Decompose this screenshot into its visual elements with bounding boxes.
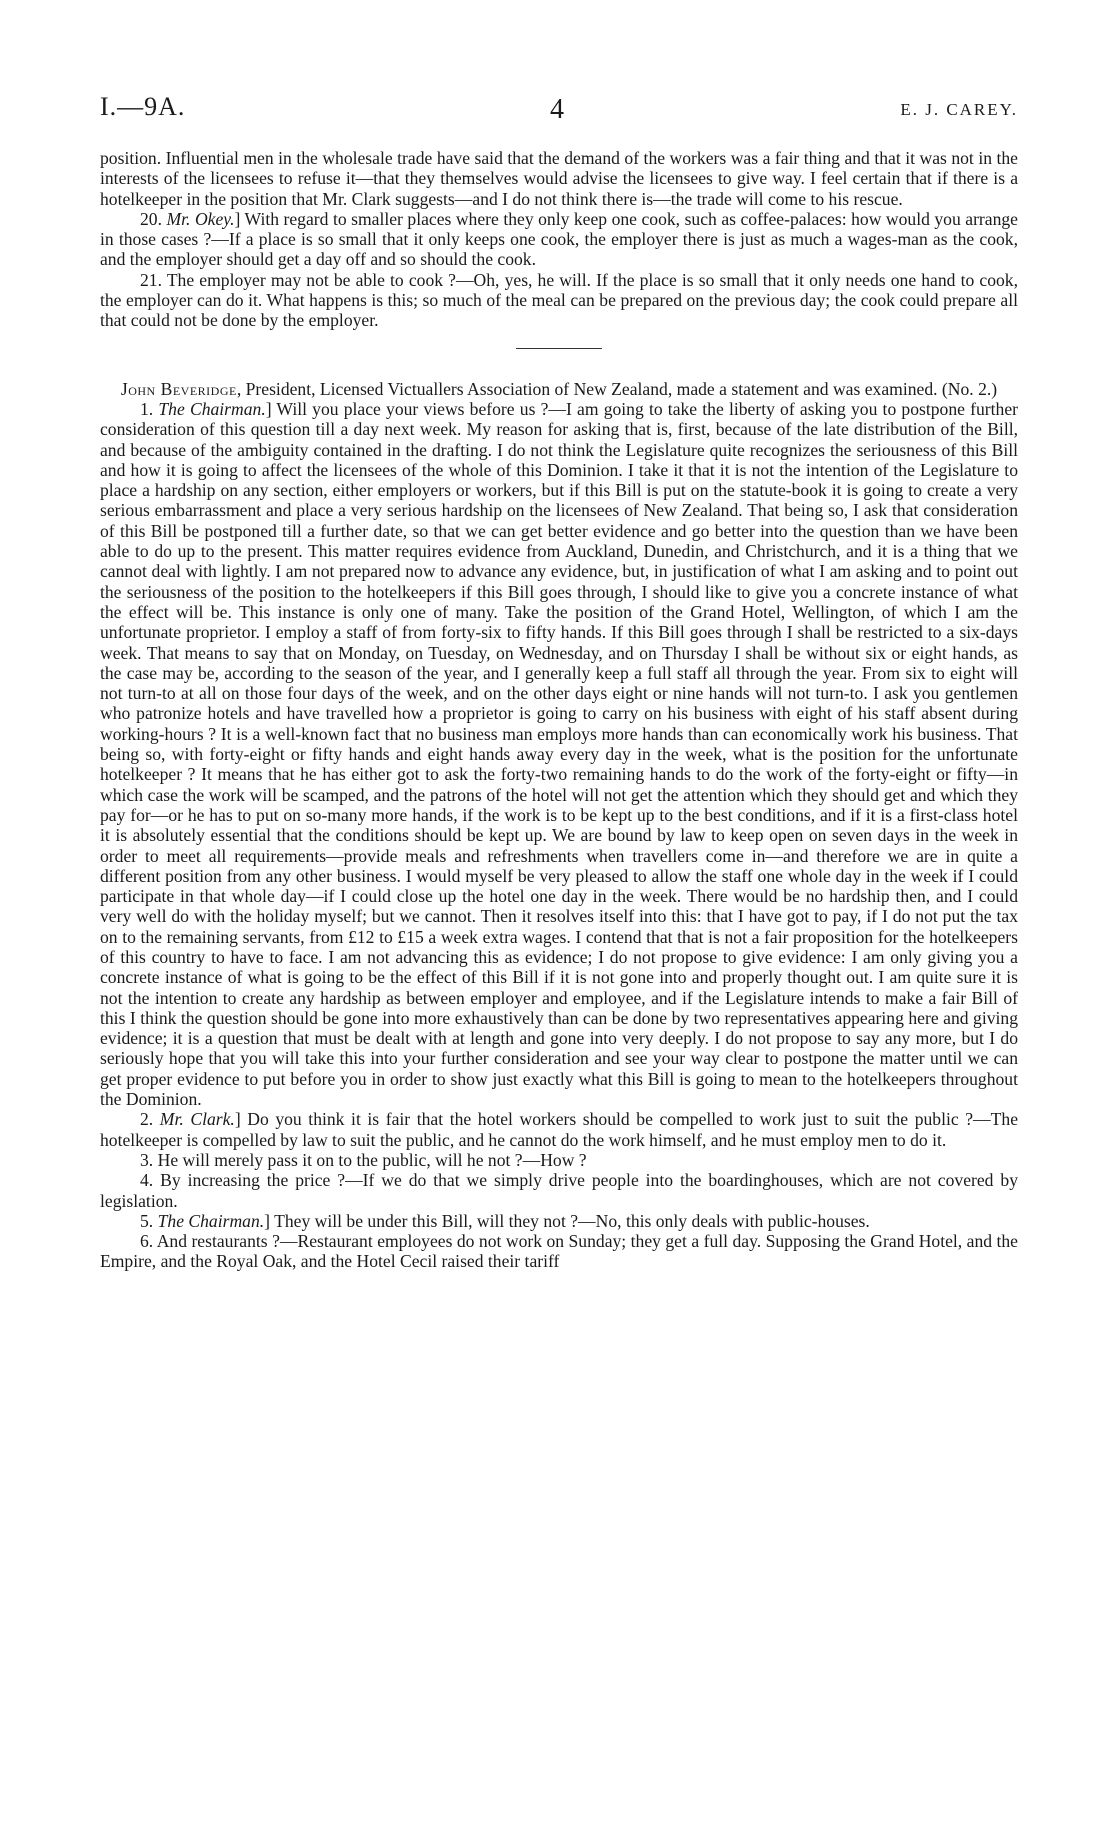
question-number: 5. bbox=[140, 1210, 154, 1231]
question-number: 4. bbox=[140, 1170, 154, 1191]
document-body bbox=[100, 148, 1018, 1272]
section-divider bbox=[516, 348, 602, 349]
witness-description: , President, Licensed Victuallers Association of New Zealand, made a statement and was examined. (No. 2.) bbox=[236, 378, 998, 399]
question-number: 21. bbox=[140, 269, 162, 290]
witness-heading bbox=[100, 379, 1018, 399]
question-text: He will merely pass it on to the public, will he not ?—How ? bbox=[157, 1149, 587, 1170]
question-text: And restaurants ?—Restaurant employees do not work on Sunday; they get a full day. Supposing the Grand Hotel, and the Empire, and the Royal Oak, and the Hotel Cecil raised their tariff bbox=[100, 1231, 1018, 1272]
document-page bbox=[100, 92, 1018, 1272]
speaker-name: Mr. Okey. bbox=[166, 208, 235, 229]
speaker-name: The Chairman. bbox=[158, 398, 266, 419]
question-text: ] Will you place your views before us ?—I am going to take the liberty of asking you to postpone further consideration of this question till a day next week. My reason for asking that is, first, because of the late distribution of the Bill, and because of the ambiguity contained in the drafting. I do not think the Legislature quite recognizes the seriousness of this Bill and how it is going to affect the licensees of the whole of this Dominion. I take it that it is not the intention of the Legislature to place a hardship on any section, either employers or workers, but if this Bill is put on the statute-book it is going to create a very serious embarrassment and place a very serious hardship on the licensees of New Zealand. That being so, I ask that consideration of this Bill be postponed till a further date, so that we can get better evidence and go better into the question than we have been able to do up to the present. This matter requires evidence from Auckland, Dunedin, and Christchurch, and it is a thing that we cannot deal with lightly. I am not prepared now to advance any evidence, but, in justification of what I am asking and to point out the seriousness of the position to the hotelkeepers if this Bill goes through, I should like to give you a concrete instance of what the effect will be. This instance is only one of many. Take the position of the Grand Hotel, Wellington, of which I am the unfortunate proprietor. I employ a staff of from forty-six to fifty hands. If this Bill goes through I shall be restricted to a six-days week. That means to say that on Monday, on Tuesday, on Wednesday, and on Thursday I shall be without six or eight hands, as the case may be, according to the season of the year, and I generally keep a full staff all through the year. From six to eight will not turn-to at all on those four days of the week, and on the other days eight or nine hands will not turn-to. I ask you gentlemen who patronize hotels and have travelled how a proprietor is going to carry on his business with eight of his staff absent during working-hours ? It is a well-known fact that no business man employs more hands than can economically work his business. That being so, with forty-eight or fifty hands and eight hands away every day in the week, what is the position for the unfortunate hotelkeeper ? It means that he has either got to ask the forty-two remaining hands to do the work of the forty-eight or fifty—in which case the work will be scamped, and the patrons of the hotel will not get the attention which they should get and which they pay for—or he has to put on so-many more hands, if the work is to be kept up to the best conditions, and if it is a first-class hotel it is absolutely essential that the conditions should be kept up. We are bound by law to keep open on seven days in the week in order to meet all requirements—provide meals and refreshments when travellers come in—and therefore we are in quite a different position from any other business. I would myself be very pleased to allow the staff one whole day in the week if I could participate in that whole day—if I could close up the hotel one day in the week. There would be no hardship then, and I could very well do with the holiday myself; but we cannot. Then it resolves itself into this: that I have got to pay, if I do not put the tax on to the remaining servants, from £12 to £15 a week extra wages. I contend that that is not a fair proposition for the hotelkeepers of this country to have to face. I am not advancing this as evidence; I do not propose to give evidence: I am only giving you a concrete instance of what is going to be the effect of this Bill if it is not gone into and properly thought out. I am quite sure it is not the intention to create any hardship as between employer and employee, and if the Legislature intends to make a fair Bill of this I think the question should be gone into more exhaustively than can be done by two representatives appearing here and giving evidence; it is a question that must be dealt with at length and gone into very deeply. I do not propose to say any more, but I do seriously hope that you will take this into your further consideration and see your way clear to postpone the matter until we can get proper evidence to put before you in order to show just exactly what this Bill is going to mean to the hotelkeepers throughout the Dominion. bbox=[100, 398, 1018, 1110]
paragraph: position. Influential men in the wholesale trade have said that the demand of the workers was a fair thing and that it was not in the interests of the licensees to refuse it—that they themselves would advise the licensees to give way. I feel certain that if there is a hotelkeeper in the position that Mr. Clark suggests—and I do not think there is—the trade will come to his rescue. bbox=[100, 148, 1018, 209]
question-number: 2. bbox=[140, 1109, 154, 1130]
question-number: 1. bbox=[140, 398, 154, 419]
question-paragraph bbox=[100, 1231, 1018, 1272]
question-number: 6. bbox=[140, 1231, 154, 1252]
witness-running-head: E. J. CAREY. bbox=[900, 100, 1018, 119]
question-number: 20. bbox=[140, 208, 162, 229]
question-number: 3. bbox=[140, 1149, 154, 1170]
speaker-name: The Chairman. bbox=[157, 1210, 265, 1231]
question-text: By increasing the price ?—If we do that we simply drive people into the boardinghouses, which are not covered by legislation. bbox=[100, 1170, 1018, 1211]
question-text: ] Do you think it is fair that the hotel workers should be compelled to work just to suit the public ?—The hotelkeeper is compelled by law to suit the public, and he cannot do the work himself, and he must employ men to do it. bbox=[100, 1109, 1019, 1150]
question-paragraph bbox=[100, 399, 1018, 1109]
question-paragraph bbox=[100, 1150, 1018, 1170]
question-paragraph bbox=[100, 1211, 1018, 1231]
question-paragraph bbox=[100, 1109, 1018, 1150]
witness-name: John Beveridge bbox=[120, 378, 237, 399]
question-paragraph bbox=[100, 1170, 1018, 1211]
question-text: The employer may not be able to cook ?—Oh, yes, he will. If the place is so small that it only needs one hand to cook, the employer can do it. What happens is this; so much of the meal can be prepared on the previous day; the cook could prepare all that could not be done by the employer. bbox=[100, 269, 1018, 331]
question-paragraph bbox=[100, 270, 1018, 331]
page-number: 4 bbox=[550, 94, 564, 125]
speaker-name: Mr. Clark. bbox=[159, 1109, 235, 1130]
document-reference: I.—9A. bbox=[100, 92, 186, 121]
page-header bbox=[100, 92, 1018, 132]
question-text: ] They will be under this Bill, will they not ?—No, this only deals with public-houses. bbox=[264, 1210, 870, 1231]
question-text: ] With regard to smaller places where they only keep one cook, such as coffee-palaces: how would you arrange in those cases ?—If a place is so small that it only keeps one cook, the employer there is just as much a wages-man as the cook, and the employer should get a day off and so should the cook. bbox=[100, 208, 1018, 270]
question-paragraph bbox=[100, 209, 1018, 270]
